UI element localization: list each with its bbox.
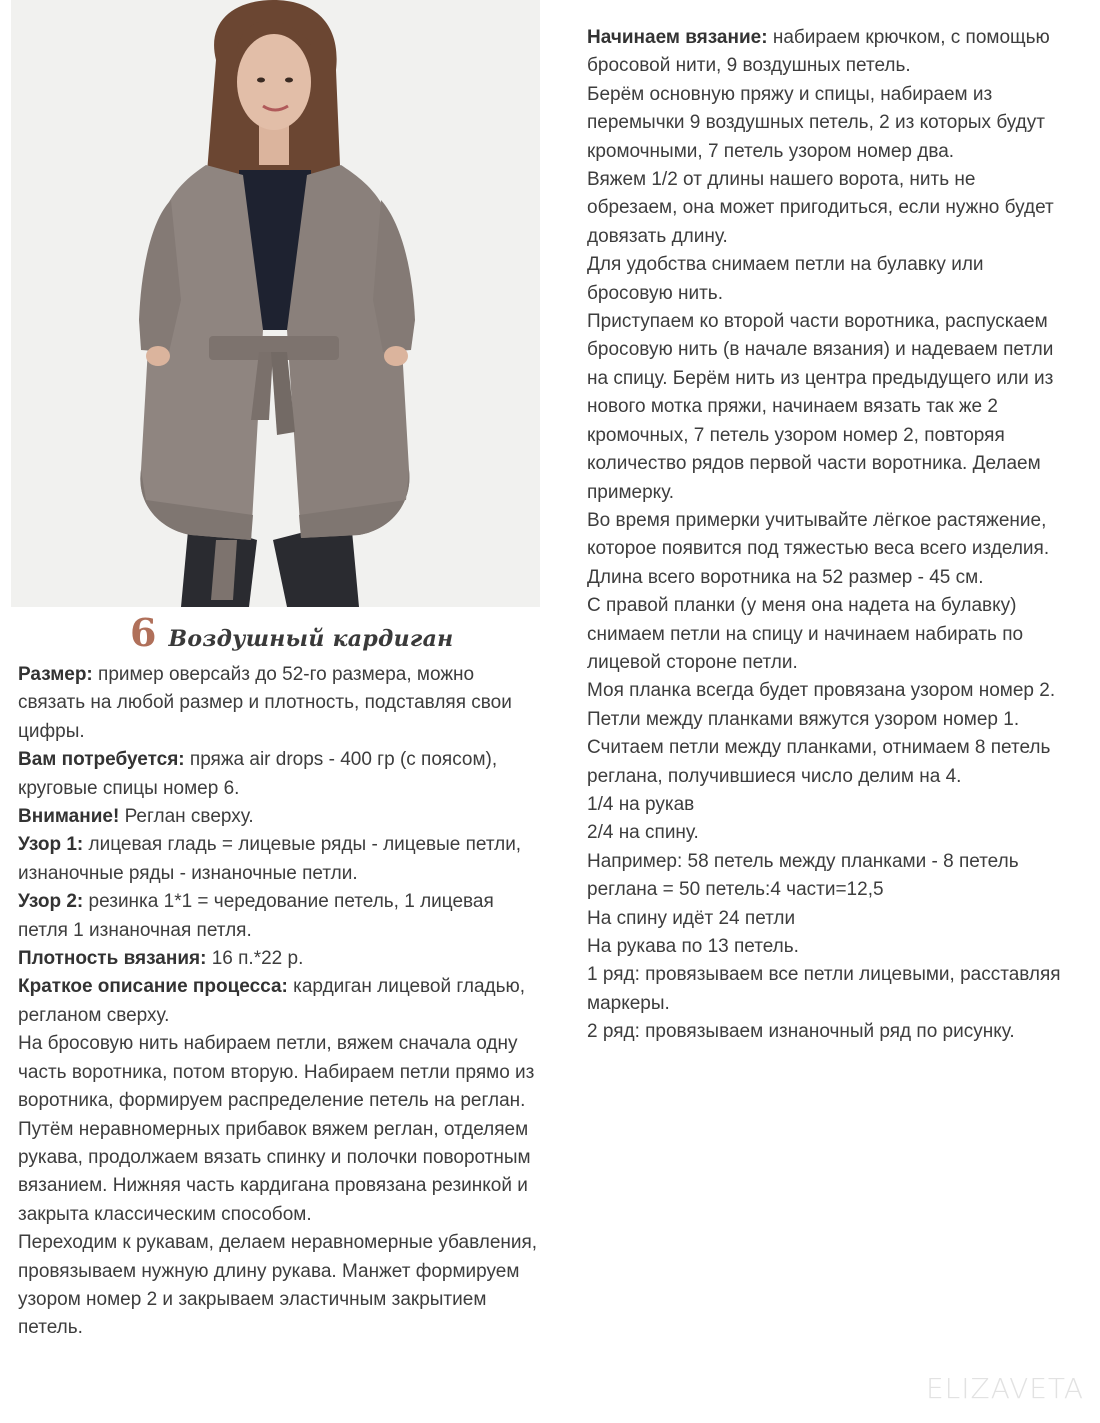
paragraph-text: Во время примерки учитывайте лёгкое растяжение, которое появится под тяжестью веса всего изделия. [587, 509, 1050, 560]
paragraph-text: 2/4 на спину. [587, 822, 699, 844]
cardigan-illustration [11, 0, 540, 607]
paragraph-text: Переходим к рукавам, делаем неравномерные убавления, провязываем нужную длину рукава. Манжет формируем узором номер 2 и закрываем эластичным закрытием петель. [18, 1232, 538, 1339]
paragraph [18, 803, 543, 831]
recipe-number: 6 [130, 610, 157, 655]
paragraph-text: Вяжем 1/2 от длины нашего ворота, нить не обрезаем, она может пригодиться, если нужно будет довязать длину. [587, 169, 1054, 247]
left-column-text [18, 661, 543, 1343]
paragraph-label: Вам потребуется: [18, 749, 185, 771]
paragraph [587, 308, 1067, 507]
paragraph-label: Узор 2: [18, 891, 84, 913]
paragraph [587, 592, 1067, 677]
paragraph [18, 888, 543, 945]
paragraph-text: 1 ряд: провязываем все петли лицевыми, расставляя маркеры. [587, 964, 1061, 1014]
paragraph-label: Плотность вязания: [18, 948, 207, 970]
paragraph-text: На спину идёт 24 петли [587, 907, 796, 929]
paragraph-text: Реглан сверху. [119, 806, 254, 828]
paragraph [18, 746, 543, 803]
paragraph [587, 507, 1067, 564]
paragraph [587, 734, 1067, 791]
paragraph [587, 791, 1067, 819]
paragraph-text: Петли между планками вяжутся узором номер 1. [587, 708, 1020, 730]
cardigan-photo [11, 0, 540, 607]
paragraph [18, 1229, 543, 1343]
paragraph-text: пример оверсайз до 52-го размера, можно связать на любой размер и плотность, подставляя свои цифры. [18, 664, 512, 742]
paragraph-label: Начинаем вязание: [587, 27, 768, 48]
paragraph-text: 16 п.*22 р. [206, 948, 304, 970]
paragraph-text: резинка 1*1 = чередование петель, 1 лицевая петля 1 изнаночная петля. [18, 891, 494, 941]
paragraph-text: Считаем петли между планками, отнимаем 8 петель реглана, получившиеся число делим на 4. [587, 737, 1051, 787]
paragraph [18, 831, 543, 888]
paragraph [587, 905, 1067, 933]
paragraph-text: На рукава по 13 петель. [587, 936, 799, 957]
paragraph-label: Внимание! [18, 806, 120, 828]
paragraph-text: Моя планка всегда будет провязана узором номер 2. [587, 680, 1056, 702]
paragraph-label: Размер: [18, 664, 93, 685]
paragraph-text: лицевая гладь = лицевые ряды - лицевые петли, изнаночные ряды - изнаночные петли. [18, 834, 522, 884]
paragraph [587, 24, 1067, 81]
paragraph [587, 706, 1067, 734]
watermark: ELIZAVETA [925, 1372, 1084, 1405]
paragraph [18, 973, 543, 1030]
right-column-text [587, 24, 1067, 1047]
paragraph-text: 1/4 на рукав [587, 793, 695, 815]
paragraph-text: 2 ряд: провязываем изнаночный ряд по рисунку. [587, 1021, 1015, 1043]
paragraph [18, 661, 543, 746]
paragraph-text: набираем крючком, с помощью бросовой нити, 9 воздушных петель. [587, 27, 1050, 77]
paragraph-text: Приступаем ко второй части воротника, распускаем бросовую нить (в начале вязания) и надеваем петли на спицу. Берём нить из центра предыдущего или из нового мотка пряжи, начинаем вязать так же 2 кромочных, 7 петель узором номер 2, повторяя количество рядов первой части воротника. Делаем примерку. [587, 311, 1054, 503]
paragraph-text: С правой планки (у меня она надета на булавку) снимаем петли на спицу и начинаем набирать по лицевой стороне петли. [587, 595, 1024, 673]
paragraph-text: Длина всего воротника на 52 размер - 45 см. [587, 566, 984, 588]
paragraph [18, 1030, 543, 1229]
paragraph [587, 564, 1067, 592]
paragraph [587, 251, 1067, 308]
paragraph [587, 677, 1067, 705]
paragraph [587, 166, 1067, 251]
paragraph-label: Краткое описание процесса: [18, 976, 288, 998]
paragraph [587, 1018, 1067, 1046]
paragraph-text: пряжа air drops - 400 гр (с поясом), круговые спицы номер 6. [18, 749, 498, 799]
paragraph-text: Например: 58 петель между планками - 8 петель реглана = 50 петель:4 части=12,5 [587, 850, 1019, 901]
paragraph [587, 848, 1067, 905]
face [237, 34, 311, 130]
paragraph-text: кардиган лицевой гладью, регланом сверху. [18, 976, 526, 1026]
paragraph-text: Берём основную пряжу и спицы, набираем из перемычки 9 воздушных петель, 2 из которых будут кромочными, 7 петель узором номер два. [587, 83, 1045, 162]
recipe-title: Воздушный кардиган [168, 626, 454, 652]
paragraph-text: Для удобства снимаем петли на булавку или бросовую нить. [587, 254, 984, 304]
paragraph [587, 81, 1067, 166]
paragraph-label: Узор 1: [18, 834, 84, 856]
paragraph-text: На бросовую нить набираем петли, вяжем сначала одну часть воротника, потом вторую. Набираем петли прямо из воротника, формируем распределение петель на реглан. Путём неравномерных прибавок вяжем реглан, отделяем рукава, продолжаем вязать спинку и полочки поворотным вязанием. Нижняя часть кардигана провязана резинкой и закрыта классическим способом. [18, 1033, 535, 1225]
paragraph [587, 961, 1067, 1018]
paragraph [587, 819, 1067, 847]
recipe-heading [130, 610, 453, 660]
paragraph [587, 933, 1067, 961]
paragraph [18, 945, 543, 973]
